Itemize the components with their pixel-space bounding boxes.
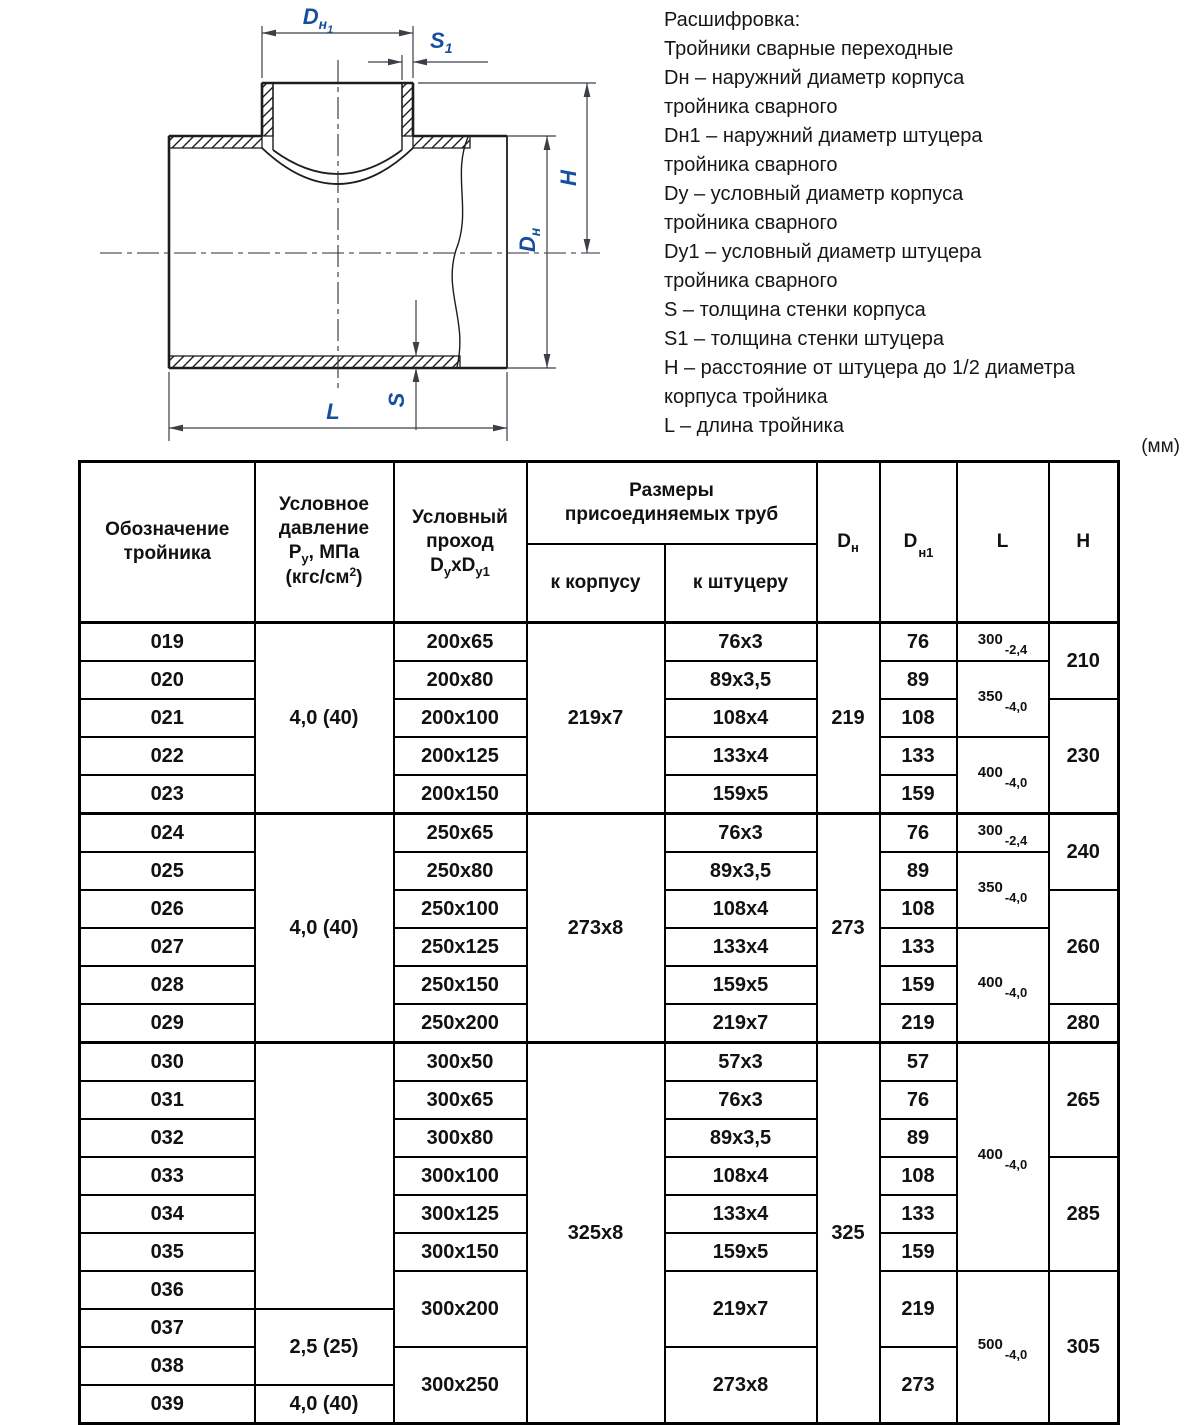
legend-line: Расшифровка: — [664, 9, 801, 31]
cell-pass: 250x65 — [394, 814, 527, 853]
cell-h: 260 — [1049, 890, 1119, 1004]
cell-l: $^{400}_{-4,0}$ — [957, 928, 1049, 1043]
cell-designation: 030 — [80, 1043, 255, 1082]
cell-pass: 300x80 — [394, 1119, 527, 1157]
cell-dn1: 159 — [880, 775, 957, 814]
cell-pass: 250x100 — [394, 890, 527, 928]
cell-designation: 027 — [80, 928, 255, 966]
cell-pressure — [255, 1043, 394, 1310]
cell-dn1: 76 — [880, 1081, 957, 1119]
cell-l: $^{400}_{-4,0}$ — [957, 737, 1049, 814]
cell-designation: 024 — [80, 814, 255, 853]
col-header-to-stub: к штуцеру — [665, 544, 817, 623]
cell-h: 230 — [1049, 699, 1119, 814]
cell-pass: 300x125 — [394, 1195, 527, 1233]
cell-h: 285 — [1049, 1157, 1119, 1271]
cell-pass: 250x200 — [394, 1004, 527, 1043]
legend-line: Dн1 – наружний диаметр штуцера — [664, 125, 983, 147]
cell-designation: 034 — [80, 1195, 255, 1233]
cell-dn1: 133 — [880, 928, 957, 966]
table-group — [80, 814, 1119, 1043]
cell-dn1: 89 — [880, 1119, 957, 1157]
cell-to_stub: 76x3 — [665, 623, 817, 662]
cell-dn1: 89 — [880, 852, 957, 890]
legend-line: H – расстояние от штуцера до 1/2 диаметра — [664, 357, 1075, 379]
cell-designation: 035 — [80, 1233, 255, 1271]
col-header-l: L — [957, 462, 1049, 623]
cell-to_stub: 89x3,5 — [665, 661, 817, 699]
cell-to_stub: 159x5 — [665, 966, 817, 1004]
table-row — [80, 623, 1119, 662]
col-header-pass: Условный проход $D_уxD_{у1}$ — [394, 462, 527, 623]
cell-designation: 023 — [80, 775, 255, 814]
dim-label-h: H — [556, 170, 581, 186]
col-header-to-body: к корпусу — [527, 544, 665, 623]
cell-pressure: 4,0 (40) — [255, 814, 394, 1043]
cell-dn1: 108 — [880, 890, 957, 928]
cell-pass: 250x125 — [394, 928, 527, 966]
cell-dn1: 108 — [880, 699, 957, 737]
legend-line: Dу – условный диаметр корпуса — [664, 183, 964, 205]
legend-line: тройника сварного — [664, 154, 838, 176]
cell-to_body: 273x8 — [527, 814, 665, 1043]
cell-pass: 250x80 — [394, 852, 527, 890]
cell-pass: 200x65 — [394, 623, 527, 662]
legend-line: Dу1 – условный диаметр штуцера — [664, 241, 982, 263]
legend-line: S – толщина стенки корпуса — [664, 299, 926, 321]
cell-designation: 032 — [80, 1119, 255, 1157]
cell-h: 240 — [1049, 814, 1119, 891]
cell-to_stub: 133x4 — [665, 737, 817, 775]
cell-h: 280 — [1049, 1004, 1119, 1043]
cell-designation: 037 — [80, 1309, 255, 1347]
cell-designation: 025 — [80, 852, 255, 890]
cell-to_stub: 159x5 — [665, 775, 817, 814]
cell-dn1: 76 — [880, 623, 957, 662]
cell-designation: 022 — [80, 737, 255, 775]
cell-to_stub: 76x3 — [665, 1081, 817, 1119]
cell-l: $^{350}_{-4,0}$ — [957, 852, 1049, 928]
cell-dn: 325 — [817, 1043, 880, 1424]
cell-designation: 038 — [80, 1347, 255, 1385]
legend-line: тройника сварного — [664, 212, 838, 234]
cell-to_body: 219x7 — [527, 623, 665, 814]
legend-line: тройника сварного — [664, 270, 838, 292]
cell-pressure: 2,5 (25) — [255, 1309, 394, 1385]
col-header-designation: Обозначение тройника — [80, 462, 255, 623]
table-group — [80, 623, 1119, 814]
cell-dn: 273 — [817, 814, 880, 1043]
cell-dn1: 273 — [880, 1347, 957, 1424]
cell-dn1: 57 — [880, 1043, 957, 1082]
cell-pass: 200x100 — [394, 699, 527, 737]
cell-pass: 300x150 — [394, 1233, 527, 1271]
cell-designation: 026 — [80, 890, 255, 928]
cell-dn: 219 — [817, 623, 880, 814]
table-group — [80, 1043, 1119, 1424]
dimensions-table — [78, 460, 1120, 1425]
col-header-dn1: $D_{н1}$ — [880, 462, 957, 623]
cell-dn1: 108 — [880, 1157, 957, 1195]
legend-line: Тройники сварные переходные — [664, 38, 954, 60]
dim-label-s: S — [384, 392, 409, 408]
cell-to_stub: 159x5 — [665, 1233, 817, 1271]
cell-dn1: 219 — [880, 1004, 957, 1043]
cell-pass: 200x150 — [394, 775, 527, 814]
cell-dn1: 89 — [880, 661, 957, 699]
cell-to_stub: 273x8 — [665, 1347, 817, 1424]
cell-l: $^{350}_{-4,0}$ — [957, 661, 1049, 737]
cell-designation: 031 — [80, 1081, 255, 1119]
cell-pressure: 4,0 (40) — [255, 623, 394, 814]
cell-dn1: 159 — [880, 1233, 957, 1271]
cell-to_stub: 108x4 — [665, 1157, 817, 1195]
tee-drawing — [0, 0, 640, 452]
cell-h: 210 — [1049, 623, 1119, 700]
cell-dn1: 219 — [880, 1271, 957, 1347]
legend-line: корпуса тройника — [664, 386, 828, 408]
cell-designation: 029 — [80, 1004, 255, 1043]
cell-designation: 039 — [80, 1385, 255, 1424]
cell-pass: 300x65 — [394, 1081, 527, 1119]
cell-dn1: 133 — [880, 737, 957, 775]
cell-to_stub: 219x7 — [665, 1004, 817, 1043]
dim-label-dn: $D_н$ — [515, 227, 543, 253]
cell-pass: 200x80 — [394, 661, 527, 699]
cell-dn1: 76 — [880, 814, 957, 853]
cell-h: 265 — [1049, 1043, 1119, 1158]
dim-label-l: L — [326, 399, 340, 424]
cell-to_stub: 108x4 — [665, 699, 817, 737]
legend-line: тройника сварного — [664, 96, 838, 118]
cell-pass: 200x125 — [394, 737, 527, 775]
cell-to_stub: 89x3,5 — [665, 852, 817, 890]
units-note: (мм) — [1141, 436, 1180, 457]
cell-to_stub: 89x3,5 — [665, 1119, 817, 1157]
table-row — [80, 1043, 1119, 1082]
legend-line: Dн – наружний диаметр корпуса — [664, 67, 965, 89]
cell-designation: 020 — [80, 661, 255, 699]
cell-pass: 300x250 — [394, 1347, 527, 1424]
col-header-pipe-sizes: Размеры присоединяемых труб — [527, 462, 817, 545]
legend-line: L – длина тройника — [664, 415, 844, 437]
cell-pressure: 4,0 (40) — [255, 1385, 394, 1424]
cell-to_body: 325x8 — [527, 1043, 665, 1424]
cell-to_stub: 57x3 — [665, 1043, 817, 1082]
cell-l: $^{400}_{-4,0}$ — [957, 1043, 1049, 1272]
legend — [664, 6, 1075, 441]
cell-designation: 028 — [80, 966, 255, 1004]
cell-l: $^{300}_{-2,4}$ — [957, 814, 1049, 853]
cell-l: $^{500}_{-4,0}$ — [957, 1271, 1049, 1424]
cell-to_stub: 108x4 — [665, 890, 817, 928]
dim-label-dn1: $D_н1$ — [302, 4, 334, 36]
cell-h: 305 — [1049, 1271, 1119, 1424]
cell-to_stub: 76x3 — [665, 814, 817, 853]
hatched-walls — [169, 83, 470, 368]
cell-to_stub: 219x7 — [665, 1271, 817, 1347]
cell-designation: 021 — [80, 699, 255, 737]
cell-l: $^{300}_{-2,4}$ — [957, 623, 1049, 662]
dim-label-s1: $S_1$ — [430, 28, 453, 56]
cell-pass: 300x100 — [394, 1157, 527, 1195]
cell-pass: 250x150 — [394, 966, 527, 1004]
cell-designation: 033 — [80, 1157, 255, 1195]
cell-to_stub: 133x4 — [665, 928, 817, 966]
col-header-dn: $D_н$ — [817, 462, 880, 623]
cell-pass: 300x50 — [394, 1043, 527, 1082]
cell-designation: 019 — [80, 623, 255, 662]
col-header-pressure: Условное давление $P_у$, МПа $(кгс/см^2)$ — [255, 462, 394, 623]
cell-pass: 300x200 — [394, 1271, 527, 1347]
cell-dn1: 159 — [880, 966, 957, 1004]
cell-to_stub: 133x4 — [665, 1195, 817, 1233]
table-row — [80, 814, 1119, 853]
legend-line: S1 – толщина стенки штуцера — [664, 328, 944, 350]
col-header-h: H — [1049, 462, 1119, 623]
cell-designation: 036 — [80, 1271, 255, 1309]
centerlines — [100, 60, 600, 392]
cell-dn1: 133 — [880, 1195, 957, 1233]
